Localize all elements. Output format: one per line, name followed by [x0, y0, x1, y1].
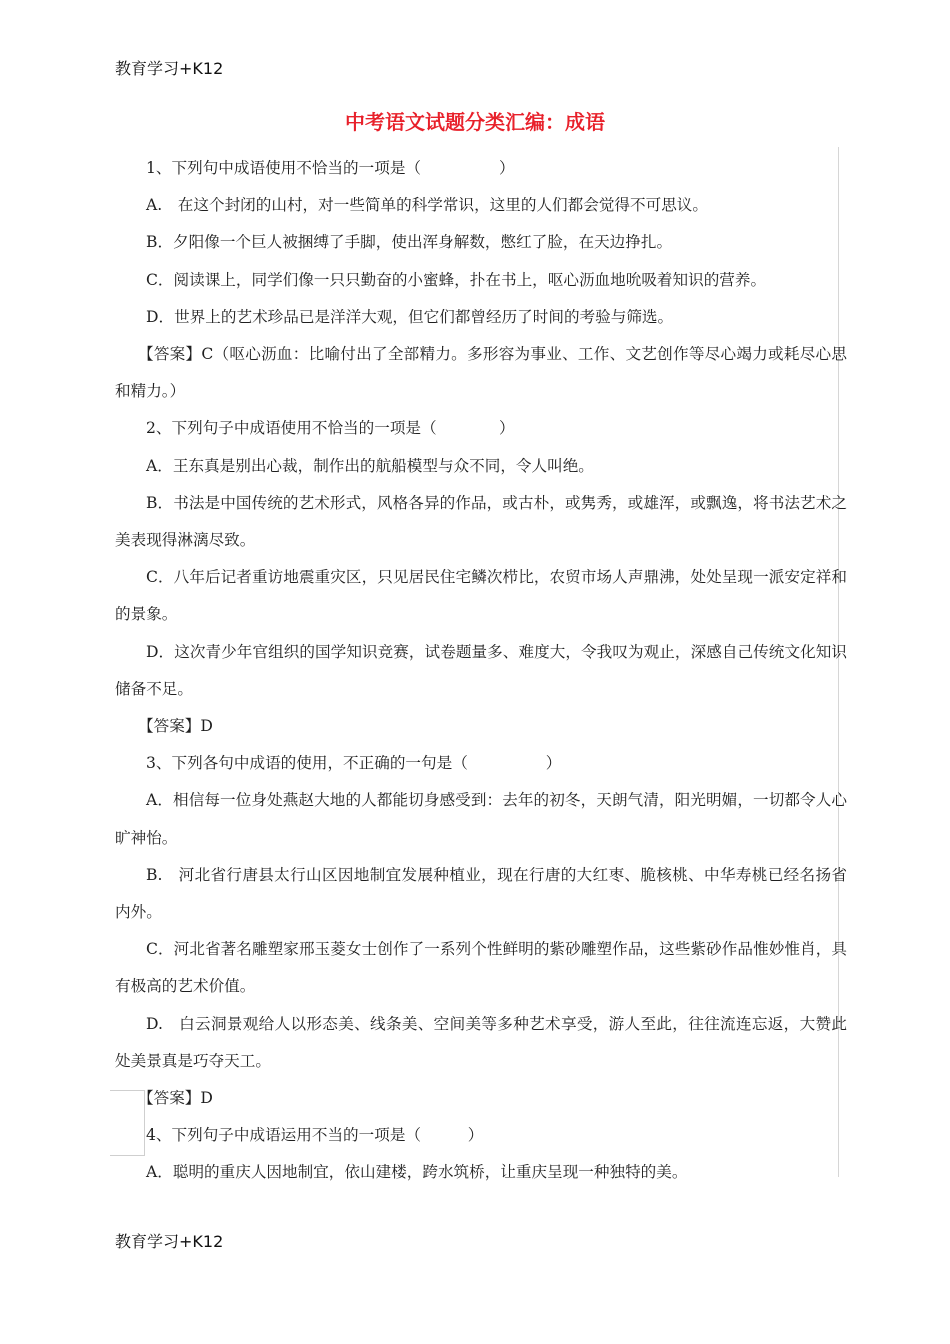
- option-1a: A. 在这个封闭的山村，对一些简单的科学常识，这里的人们都会觉得不可思议。: [146, 196, 708, 215]
- answer-2: 【答案】D: [138, 717, 213, 736]
- option-4a: A．聪明的重庆人因地制宜，依山建楼，跨水筑桥，让重庆呈现一种独特的美。: [146, 1163, 688, 1182]
- option-3d: D. 白云洞景观给人以形态美、线条美、空间美等多种艺术享受，游人至此，往往流连忘返，大赞此处美景真是巧夺天工。: [115, 1014, 847, 1070]
- document-title: 中考语文试题分类汇编：成语: [345, 110, 605, 134]
- question-4: 4、下列句子中成语运用不当的一项是（ ）: [146, 1126, 484, 1145]
- option-1b: B．夕阳像一个巨人被捆缚了手脚，使出浑身解数，憋红了脸，在天边挣扎。: [146, 233, 673, 252]
- option-3c: C．河北省著名雕塑家邢玉菱女士创作了一系列个性鲜明的紫砂雕塑作品，这些紫砂作品惟妙惟肖，具有极高的艺术价值。: [115, 940, 847, 996]
- question-2: 2、下列句子中成语使用不恰当的一项是（ ）: [146, 419, 515, 438]
- option-1d: D．世界上的艺术珍品已是洋洋大观，但它们都曾经历了时间的考验与筛选。: [146, 307, 674, 326]
- page-footer-label: 教育学习+K12: [115, 1232, 224, 1251]
- document-body: [115, 150, 847, 1192]
- option-3a: A．相信每一位身处燕赵大地的人都能切身感受到：去年的初冬，天朗气清，阳光明媚，一切都令人心旷神怡。: [115, 791, 847, 847]
- option-1c: C．阅读课上，同学们像一只只勤奋的小蜜蜂，扑在书上，呕心沥血地吮吸着知识的营养。: [146, 270, 767, 289]
- option-3b: B. 河北省行唐县太行山区因地制宜发展种植业，现在行唐的大红枣、脆核桃、中华寿桃已经名扬省内外。: [115, 865, 847, 922]
- question-1: 1、下列句中成语使用不恰当的一项是（ ）: [146, 159, 515, 177]
- option-2d: D．这次青少年官组织的国学知识竞赛，试卷题量多、难度大，令我叹为观止，深感自己传统文化知识储备不足。: [115, 642, 847, 698]
- answer-3: 【答案】D: [138, 1089, 213, 1108]
- option-2c: C．八年后记者重访地震重灾区，只见居民住宅鳞次栉比，农贸市场人声鼎沸，处处呈现一派安定祥和的景象。: [115, 568, 847, 624]
- option-2a: A．王东真是别出心裁，制作出的航船模型与众不同，令人叫绝。: [146, 456, 594, 475]
- answer-1: 【答案】C（呕心沥血：比喻付出了全部精力。多形容为事业、工作、文艺创作等尽心竭力或耗尽心思和精力。）: [115, 345, 847, 401]
- page-header-label: 教育学习+K12: [115, 59, 224, 78]
- option-2b: B．书法是中国传统的艺术形式，风格各异的作品，或古朴，或隽秀，或雄浑，或飘逸，将书法艺术之美表现得淋漓尽致。: [115, 493, 847, 550]
- question-3: 3、下列各句中成语的使用，不正确的一句是（ ）: [146, 754, 562, 773]
